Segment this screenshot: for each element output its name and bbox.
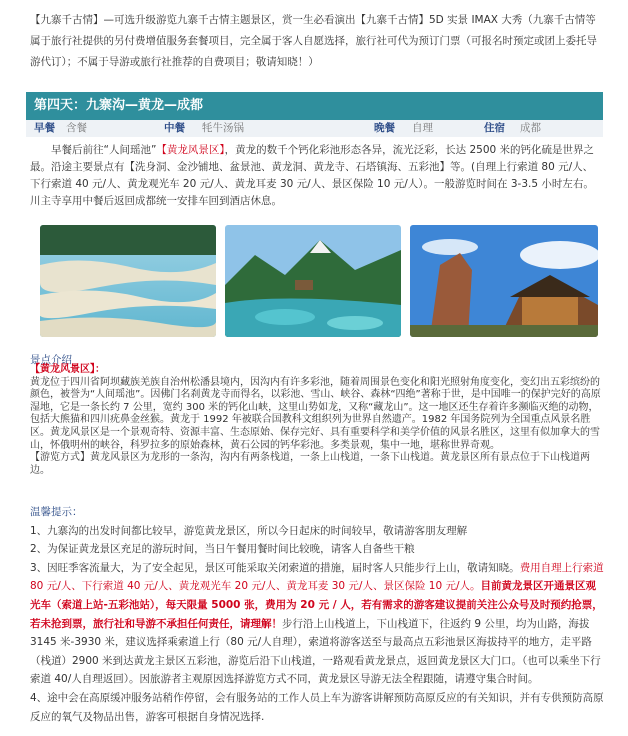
desc-highlight: 【黄龙风景区】 — [156, 144, 225, 156]
photo-terraces — [40, 225, 216, 337]
day-description — [30, 142, 603, 210]
lunch-value: 牦牛汤锅 — [202, 122, 244, 134]
photo-pools-mountain — [225, 225, 401, 337]
breakfast-label: 早餐 — [34, 122, 55, 134]
tip-3-route: 步行沿上山栈道上，下山栈道下，往返约 9 公里，均为山路，海拔 3145 米-3930 米，建议选择乘索道上行（80 元/人自理），索道将游客送至与最高点五彩池景区海拔持平的地方，走平路（栈道）2900 米到达黄龙主景区五彩池，游览后沿下山栈道，一路观看黄龙景点，返回黄龙景区大门口。（也可以乘坐下行索道 40/人自理返回）。因旅游者主观原因选择游览方式不同，黄龙景区导游无法全程跟随，请遵守集合时间。 — [30, 617, 601, 686]
scenic-name: 【黄龙风景区】： — [30, 364, 105, 375]
desc-rest: ，黄龙的数千个钙化彩池形态各异，流光泛彩，长达 2500 米的钙化硫是世界之最。沿途主要景点有【洗身洞、金沙铺地、盆景池、黄龙洞、黄龙寺、石塔镇海、五彩池】等。(自理上行索道 80 元/人、下行索道 40 元/人、黄龙观光车 20 元/人、黄龙耳麦 30 元/人、景区保险 10 元/人）。一般游览时间在 3-3.5 小时左右。川主寺享用中餐后返回成都统一安排车回到酒店休息。 — [30, 144, 595, 207]
tip-3-lead: 3、因旺季客流量大，为了安全起见，景区可能采取关闭索道的措施，届时客人只能步行上山，敬请知晓。 — [30, 561, 520, 574]
intro-paragraph: 【九寨千古情】—可选升级游览九寨千古情主题景区，赏一生必看演出【九寨千古情】5D 实景 IMAX 大秀（九寨千古情等属于旅行社提供的另付费增值服务套餐项目，完全属于客人自愿选择，旅行社可代为预订门票（可报名时预定或团上委托导游代订）；不属于导游或旅行社推荐的自费项目；敬请知晓！） — [30, 14, 597, 68]
tip-2: 2、为保证黄龙景区充足的游玩时间，当日午餐用餐时间比较晚，请客人自备些干粮 — [30, 543, 415, 556]
scenic-heading: 景点介绍 — [30, 354, 72, 366]
dinner-value: 自理 — [412, 122, 433, 134]
tip-4: 4、途中会在高原缓冲服务站稍作停留，会有服务站的工作人员上车为游客讲解预防高原反应的有关知识，并有专供预防高原反应的氧气及物品出售，游客可根据自身情况选择. — [30, 691, 604, 723]
breakfast-value: 含餐 — [66, 122, 87, 134]
tip-3-bus: 目前黄龙景区开通景区观光车（索道上站-五彩池站），每天限量 5000 张，费用为 20 元 / 人，若有需求的游客建议提前关注公众号及时预约抢票，若未抢到票，旅行社和导游不承担任何责任，请理解！ — [30, 580, 603, 630]
dinner-label: 晚餐 — [374, 122, 395, 134]
tip-1: 1、九寨沟的出发时间都比较早，游览黄龙景区，所以今日起床的时间较早，敬请游客朋友理解 — [30, 524, 468, 537]
scenic-mode: 【游览方式】黄龙风景区为龙形的一条沟，沟内有两条栈道，一条上山栈道，一条下山栈道。黄龙景区所有景点位于下山栈道两边。 — [30, 452, 590, 476]
scenic-intro — [30, 364, 604, 477]
meals-bar — [26, 120, 603, 137]
stay-value: 成都 — [520, 122, 541, 134]
scenic-body: 黄龙位于四川省阿坝藏族羌族自治州松潘县境内，因沟内有许多彩池，随着周围景色变化和阳光照射角度变化，变幻出五彩缤纷的颜色，被誉为“人间瑶池”。因佛门名刹黄龙寺而得名，以彩池、雪山、峡谷、森林“四绝”著称于世，是中国唯一的保护完好的高原湿地，它是一条长约 7 公里，宽约 300 米的钙化山峡，这里山势如龙，又称“藏龙山”。这一地区还生存着许多濒临灭绝的动物，包括大熊猫和四川疣鼻金丝猴。黄龙于 1992 年被联合国教科文组织列为世界自然遗产。1982 年国务院列为全国重点风景名胜区。黄龙风景区是一个景观奇特、资源丰富、生态原始、保存完好、具有重要科学和美学价值的风景名胜区，这里有似加拿大的雪山，怀俄明州的峡谷，科罗拉多的原始森林，黄石公园的钙华彩池。多类景观，集中一地，堪称世界奇观。 — [30, 376, 601, 451]
tip-3 — [30, 559, 605, 689]
tips-title: 温馨提示： — [30, 506, 83, 518]
photo-strip — [40, 225, 598, 337]
tips-section — [30, 503, 605, 726]
lunch-label: 中餐 — [164, 122, 185, 134]
photo-temple — [410, 225, 598, 337]
tip-3-fees: 费用自理上行索道 80 元/人、下行索道 40 元/人、黄龙观光车 20 元/人、黄龙耳麦 30 元/人、景区保险 10 元/人。 — [30, 561, 604, 593]
day-title: 第四天：九寨沟—黄龙—成都 — [26, 92, 603, 120]
desc-lead: 早餐后前往“人间瑶池” — [51, 144, 157, 156]
stay-label: 住宿 — [484, 122, 505, 134]
